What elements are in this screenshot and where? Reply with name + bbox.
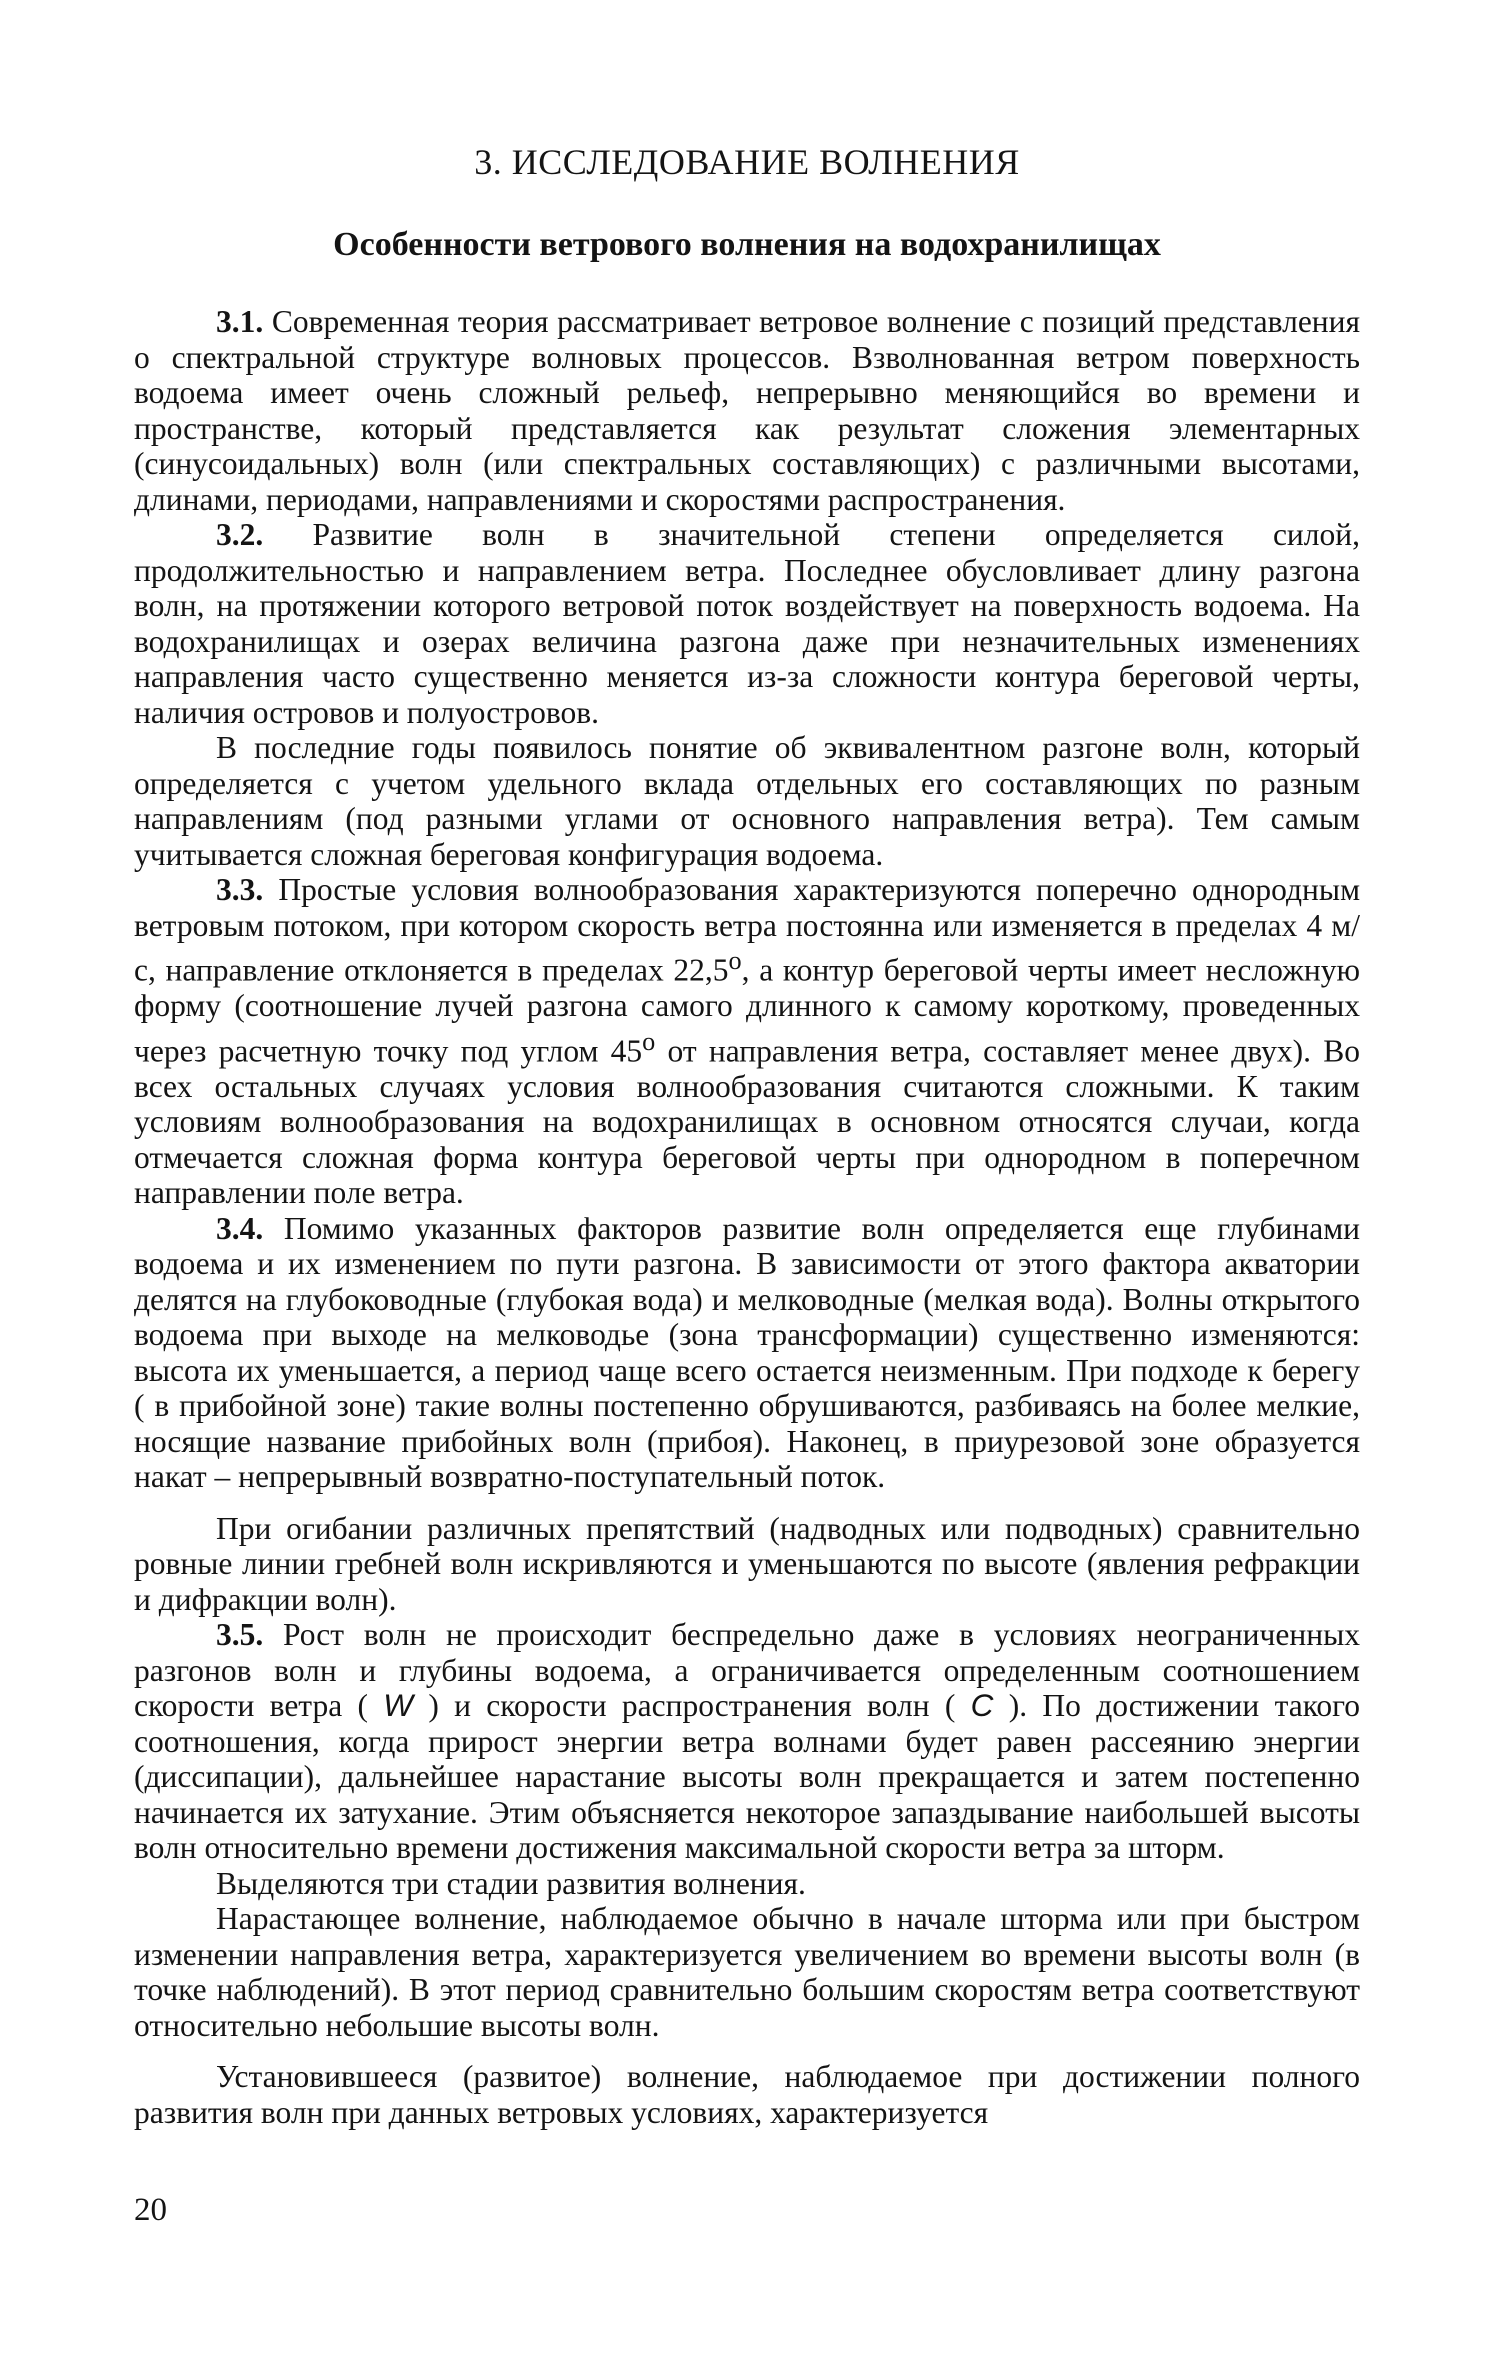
paragraph-text: Простые условия волнообразования характеризуются поперечно однородным ветровым потоком, при котором скорость ветра постоянна или изменяется в пределах 4 м/с, направление отклоняется в пределах 22,5	[134, 872, 1360, 988]
paragraph-3-5	[134, 1617, 1360, 1866]
document-page	[134, 140, 1360, 2130]
paragraph-text: Помимо указанных факторов развитие волн определяется еще глубинами водоема и их изменением по пути разгона. В зависимости от этого фактора акватории делятся на глубоководные (глубокая вода) и мелководные (мелкая вода). Волны открытого водоема при выходе на мелководье (зона трансформации) существенно изменяются: высота их уменьшается, а период чаще всего остается неизменным. При подходе к берегу ( в прибойной зоне) такие волны постепенно обрушиваются, разбиваясь на более мелкие, носящие название прибойных волн (прибоя). Наконец, в приурезовой зоне образуется накат – непрерывный возвратно-поступательный поток.	[134, 1210, 1360, 1494]
paragraph-3-1	[134, 304, 1360, 517]
paragraph-refraction	[134, 1511, 1360, 1618]
paragraph-text: , а контур береговой черты имеет несложную форму (соотношение лучей разгона самого длинного к самому короткому, проведенных через расчетную точку под углом 45	[134, 952, 1360, 1068]
body-text	[134, 304, 1360, 2130]
paragraph-number: 3.5.	[216, 1617, 264, 1652]
paragraph-text: Развитие волн в значительной степени определяется силой, продолжительностью и направлением ветра. Последнее обусловливает длину разгона волн, на протяжении которого ветровой поток воздействует на поверхность водоема. На водохранилищах и озерах величина разгона даже при незначительных изменениях направления часто существенно меняется из-за сложности контура береговой черты, наличия островов и полуостровов.	[134, 517, 1360, 730]
paragraph-text: В последние годы появилось понятие об эквивалентном разгоне волн, который определяется с учетом удельного вклада отдельных его составляющих по разным направлениям (под разными углами от основного направления ветра). Тем самым учитывается сложная береговая конфигурация водоема.	[134, 730, 1360, 872]
wind-speed-symbol: W	[383, 1687, 414, 1723]
wave-speed-symbol: C	[970, 1687, 994, 1723]
paragraph-stages	[134, 1866, 1360, 1902]
degree-sign: о	[642, 1026, 656, 1056]
paragraph-number: 3.4.	[216, 1210, 264, 1246]
paragraph-3-3	[134, 872, 1360, 1211]
paragraph-text: Нарастающее волнение, наблюдаемое обычно в начале шторма или при быстром изменении направления ветра, характеризуется увеличением во времени высоты волн (в точке наблюдений). В этот период сравнительно большим скоростям ветра соответствуют относительно небольшие высоты волн.	[134, 1901, 1360, 2043]
paragraph-text: от направления ветра, составляет менее двух). Во всех остальных случаях условия волнообразования считаются сложными. К таким условиям волнообразования на водохранилищах в основном относятся случаи, когда отмечается сложная форма контура береговой черты при однородном в поперечном направлении поле ветра.	[134, 1033, 1360, 1210]
degree-sign: о	[728, 946, 742, 975]
paragraph-text: Рост волн не происходит беспредельно даже в условиях неограниченных разгонов волн и глубины водоема, а ограничивается определенным соотношением скорости ветра (	[134, 1617, 1360, 1723]
paragraph-text: При огибании различных препятствий (надводных или подводных) сравнительно ровные линии гребней волн искривляются и уменьшаются по высоте (явления рефракции и дифракции волн).	[134, 1510, 1360, 1617]
paragraph-text: ) и скорости распространения волн (	[428, 1688, 956, 1723]
paragraph-text: Современная теория рассматривает ветровое волнение с позиций представления о спектральной структуре волновых процессов. Взволнованная ветром поверхность водоема имеет очень сложный рельеф, непрерывно меняющийся во времени и пространстве, который представляется как результат сложения элементарных (синусоидальных) волн (или спектральных составляющих) с различными высотами, длинами, периодами, направлениями и скоростями распространения.	[134, 304, 1361, 517]
paragraph-3-4	[134, 1211, 1360, 1495]
paragraph-3-2	[134, 517, 1360, 730]
paragraph-number: 3.3.	[216, 872, 264, 907]
paragraph-steady-waves	[134, 2059, 1360, 2130]
paragraph-text: Установившееся (развитое) волнение, наблюдаемое при достижении полного развития волн при данных ветровых условиях, характеризуется	[134, 2059, 1360, 2130]
page-number: 20	[134, 2192, 167, 2228]
chapter-title: 3. ИССЛЕДОВАНИЕ ВОЛНЕНИЯ	[474, 142, 1020, 182]
paragraph-number: 3.1.	[216, 304, 264, 339]
paragraph-growing-waves	[134, 1901, 1360, 2043]
paragraph-number: 3.2.	[216, 517, 264, 552]
section-title: Особенности ветрового волнения на водохранилищах	[333, 226, 1161, 263]
paragraph-text: Выделяются три стадии развития волнения.	[216, 1865, 806, 1901]
paragraph-text: ). По достижении такого соотношения, когда прирост энергии ветра волнами будет равен рассеянию энергии (диссипации), дальнейшее нарастание высоты волн прекращается и затем постепенно начинается их затухание. Этим объясняется некоторое запаздывание наибольшей высоты волн относительно времени достижения максимальной скорости ветра за шторм.	[134, 1688, 1361, 1865]
paragraph-equivalent-fetch	[134, 730, 1360, 872]
